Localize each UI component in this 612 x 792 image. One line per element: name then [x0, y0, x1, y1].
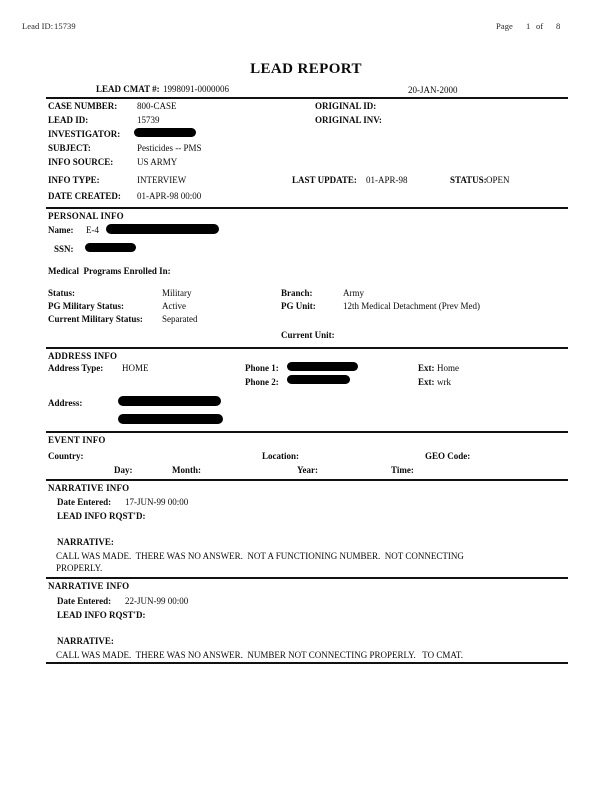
- page-title: LEAD REPORT: [250, 61, 362, 77]
- lead-id-label: LEAD ID:: [48, 115, 89, 125]
- divider-narrative-1-top: [46, 479, 568, 481]
- case-number-value: 800-CASE: [137, 101, 177, 111]
- original-id-label: ORIGINAL ID:: [315, 101, 377, 111]
- day-label: Day:: [114, 465, 133, 475]
- lead-info-rqstd-label-1: LEAD INFO RQST'D:: [57, 511, 146, 521]
- investigator-label: INVESTIGATOR:: [48, 129, 121, 139]
- divider-address-info-top: [46, 347, 568, 349]
- location-label: Location:: [262, 451, 299, 461]
- country-label: Country:: [48, 451, 84, 461]
- header-lead-id-label: Lead ID:: [22, 21, 54, 31]
- narrative-text-1-line-2: PROPERLY.: [56, 563, 103, 573]
- section-title-personal-info: PERSONAL INFO: [48, 211, 124, 221]
- status-military-value: Military: [162, 288, 192, 298]
- redaction-address-line2: [118, 414, 223, 424]
- date-entered-value-2: 22-JUN-99 00:00: [125, 596, 189, 606]
- narrative-text-2-line-1: CALL WAS MADE. THERE WAS NO ANSWER. NUMBER NOT CONNECTING PROPERLY. TO CMAT.: [56, 650, 463, 660]
- redaction-name: [106, 224, 219, 234]
- ext1-value: Home: [437, 363, 459, 373]
- time-label: Time:: [391, 465, 414, 475]
- address-type-value: HOME: [122, 363, 149, 373]
- ext1-label: Ext:: [418, 363, 435, 373]
- ext2-value: wrk: [437, 377, 451, 387]
- original-inv-label: ORIGINAL INV:: [315, 115, 382, 125]
- year-label: Year:: [297, 465, 318, 475]
- header-page-current: 1: [526, 21, 531, 31]
- info-source-label: INFO SOURCE:: [48, 157, 114, 167]
- current-military-status-value: Separated: [162, 314, 198, 324]
- status-value: OPEN: [486, 175, 510, 185]
- last-update-value: 01-APR-98: [366, 175, 408, 185]
- divider-narrative-2-top: [46, 577, 568, 579]
- redaction-address-line1: [118, 396, 221, 406]
- branch-value: Army: [343, 288, 364, 298]
- date-created-label: DATE CREATED:: [48, 191, 121, 201]
- redaction-phone2: [287, 375, 350, 384]
- subject-value: Pesticides -- PMS: [137, 143, 202, 153]
- redaction-ssn: [85, 243, 136, 252]
- narrative-label-2: NARRATIVE:: [57, 636, 114, 646]
- info-type-label: INFO TYPE:: [48, 175, 100, 185]
- current-military-status-label: Current Military Status:: [48, 314, 143, 324]
- header-page-label: Page: [496, 21, 513, 31]
- lead-id-value: 15739: [137, 115, 160, 125]
- pg-unit-label: PG Unit:: [281, 301, 316, 311]
- date-entered-label-2: Date Entered:: [57, 596, 112, 606]
- subject-label: SUBJECT:: [48, 143, 91, 153]
- section-title-narrative-info-1: NARRATIVE INFO: [48, 483, 130, 493]
- date-entered-value-1: 17-JUN-99 00:00: [125, 497, 189, 507]
- report-date: 20-JAN-2000: [408, 85, 458, 95]
- redaction-investigator: [134, 128, 196, 137]
- info-type-value: INTERVIEW: [137, 175, 187, 185]
- current-unit-label: Current Unit:: [281, 330, 335, 340]
- ssn-label: SSN:: [54, 244, 74, 254]
- date-created-value: 01-APR-98 00:00: [137, 191, 202, 201]
- redaction-phone1: [287, 362, 358, 371]
- ext2-label: Ext:: [418, 377, 435, 387]
- lead-info-rqstd-label-2: LEAD INFO RQST'D:: [57, 610, 146, 620]
- status-military-label: Status:: [48, 288, 76, 298]
- section-title-narrative-info-2: NARRATIVE INFO: [48, 581, 130, 591]
- divider-report-bottom: [46, 662, 568, 664]
- divider-case-info-top: [46, 97, 568, 99]
- name-value: E-4: [86, 225, 99, 235]
- phone2-label: Phone 2:: [245, 377, 279, 387]
- month-label: Month:: [172, 465, 201, 475]
- address-type-label: Address Type:: [48, 363, 104, 373]
- header-page-of: of: [536, 21, 544, 31]
- date-entered-label-1: Date Entered:: [57, 497, 112, 507]
- narrative-label-1: NARRATIVE:: [57, 537, 114, 547]
- section-title-address-info: ADDRESS INFO: [48, 351, 118, 361]
- last-update-label: LAST UPDATE:: [292, 175, 357, 185]
- phone1-label: Phone 1:: [245, 363, 279, 373]
- divider-personal-info-top: [46, 207, 568, 209]
- header-lead-id-value: 15739: [54, 21, 76, 31]
- branch-label: Branch:: [281, 288, 313, 298]
- geo-code-label: GEO Code:: [425, 451, 471, 461]
- divider-event-info-top: [46, 431, 568, 433]
- section-title-event-info: EVENT INFO: [48, 435, 106, 445]
- pg-military-status-label: PG Military Status:: [48, 301, 124, 311]
- narrative-text-1-line-1: CALL WAS MADE. THERE WAS NO ANSWER. NOT A FUNCTIONING NUMBER. NOT CONNECTING: [56, 551, 464, 561]
- status-label: STATUS:: [450, 175, 487, 185]
- lead-cmat-label: LEAD CMAT #:: [96, 84, 160, 94]
- name-label: Name:: [48, 225, 74, 235]
- pg-military-status-value: Active: [162, 301, 186, 311]
- medical-programs-label: Medical Programs Enrolled In:: [48, 266, 171, 276]
- pg-unit-value: 12th Medical Detachment (Prev Med): [343, 301, 480, 311]
- case-number-label: CASE NUMBER:: [48, 101, 118, 111]
- info-source-value: US ARMY: [137, 157, 178, 167]
- lead-cmat-value: 1998091-0000006: [163, 84, 229, 94]
- address-label: Address:: [48, 398, 83, 408]
- header-page-total: 8: [556, 21, 561, 31]
